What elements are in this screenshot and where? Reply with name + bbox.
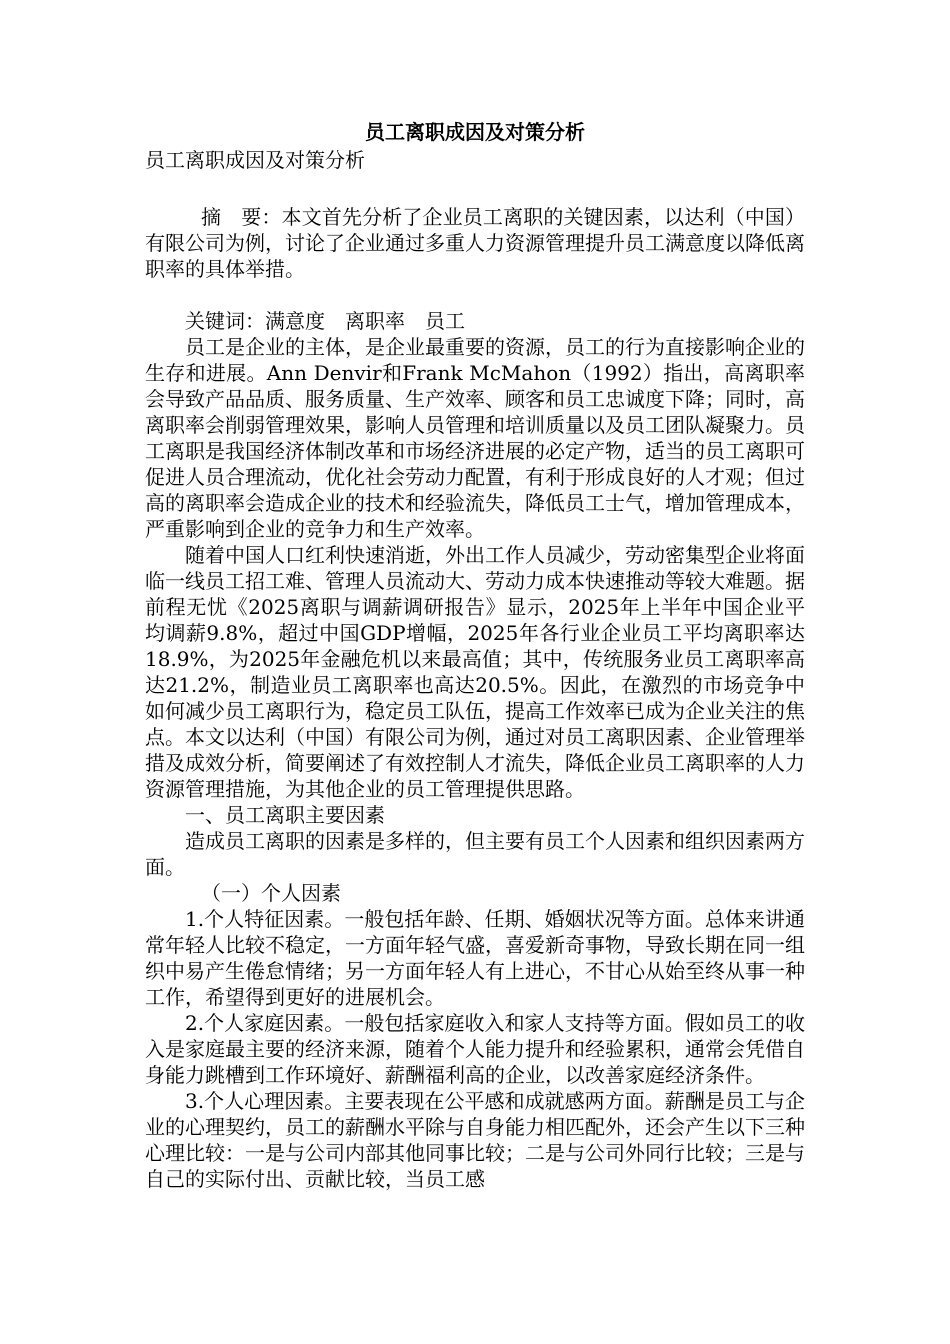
body-paragraph-intro: 员工是企业的主体，是企业最重要的资源，员工的行为直接影响企业的生存和进展。Ann Denvir和Frank McMahon（1992）指出，高离职率会导致产品品质、服务质量、生产效率、顾客和员工忠诚度下降；同时，高离职率会削弱管理效果，影响人员管理和培训质量以及员工团队凝聚力。员工离职是我国经济体制改革和市场经济进展的必定产物，适当的员工离职可促进人员合理流动，优化社会劳动力配置，有利于形成良好的人才观；但过高的离职率会造成企业的技术和经验流失，降低员工士气，增加管理成本，严重影响到企业的竞争力和生产效率。 [145,335,805,541]
list-item-personal-characteristics: 1.个人特征因素。一般包括年龄、任期、婚姻状况等方面。总体来讲通常年轻人比较不稳定，一方面年轻气盛，喜爱新奇事物，导致长期在同一组织中易产生倦怠情绪；另一方面年轻人有上进心，不甘心从始至终从事一种工作，希望得到更好的进展机会。 [145,907,805,1009]
subsection-heading-personal-factors: （一）个人因素 [201,881,341,905]
body-paragraph-factors-overview: 造成员工离职的因素是多样的，但主要有员工个人因素和组织因素两方面。 [145,829,805,879]
list-item-family-factors: 2.个人家庭因素。一般包括家庭收入和家人支持等方面。假如员工的收入是家庭最主要的经济来源，随着个人能力提升和经验累积，通常会凭借自身能力跳槽到工作环境好、薪酬福利高的企业，以改善家庭经济条件。 [145,1011,805,1087]
list-item-psychological-factors: 3.个人心理因素。主要表现在公平感和成就感两方面。薪酬是员工与企业的心理契约，员工的薪酬水平除与自身能力相匹配外，还会产生以下三种心理比较：一是与公司内部其他同事比较；二是与公司外同行比较；三是与自己的实际付出、贡献比较，当员工感 [145,1089,805,1191]
blank-line [145,282,805,308]
section-heading-main-factors: 一、员工离职主要因素 [185,803,385,827]
document-page [145,118,805,1192]
document-title: 员工离职成因及对策分析 [365,120,585,144]
keywords-line: 关键词：满意度 离职率 员工 [185,309,465,333]
abstract-paragraph: 摘 要：本文首先分析了企业员工离职的关键因素，以达利（中国）有限公司为例，讨论了企业通过多重人力资源管理提升员工满意度以降低离职率的具体举措。 [145,205,805,281]
body-paragraph-background: 随着中国人口红利快速消逝，外出工作人员减少，劳动密集型企业将面临一线员工招工难、管理人员流动大、劳动力成本快速推动等较大难题。据前程无忧《2025离职与调薪调研报告》显示，2025年上半年中国企业平均调薪9.8%，超过中国GDP增幅，2025年各行业企业员工平均离职率达18.9%，为2025年金融危机以来最高值；其中，传统服务业员工离职率高达21.2%，制造业员工离职率也高达20.5%。因此，在激烈的市场竞争中如何减少员工离职行为，稳定员工队伍，提高工作效率已成为企业关注的焦点。本文以达利（中国）有限公司为例，通过对员工离职因素、企业管理举措及成效分析，简要阐述了有效控制人才流失，降低企业员工离职率的人力资源管理措施，为其他企业的员工管理提供思路。 [145,543,805,801]
document-subtitle: 员工离职成因及对策分析 [145,148,365,172]
